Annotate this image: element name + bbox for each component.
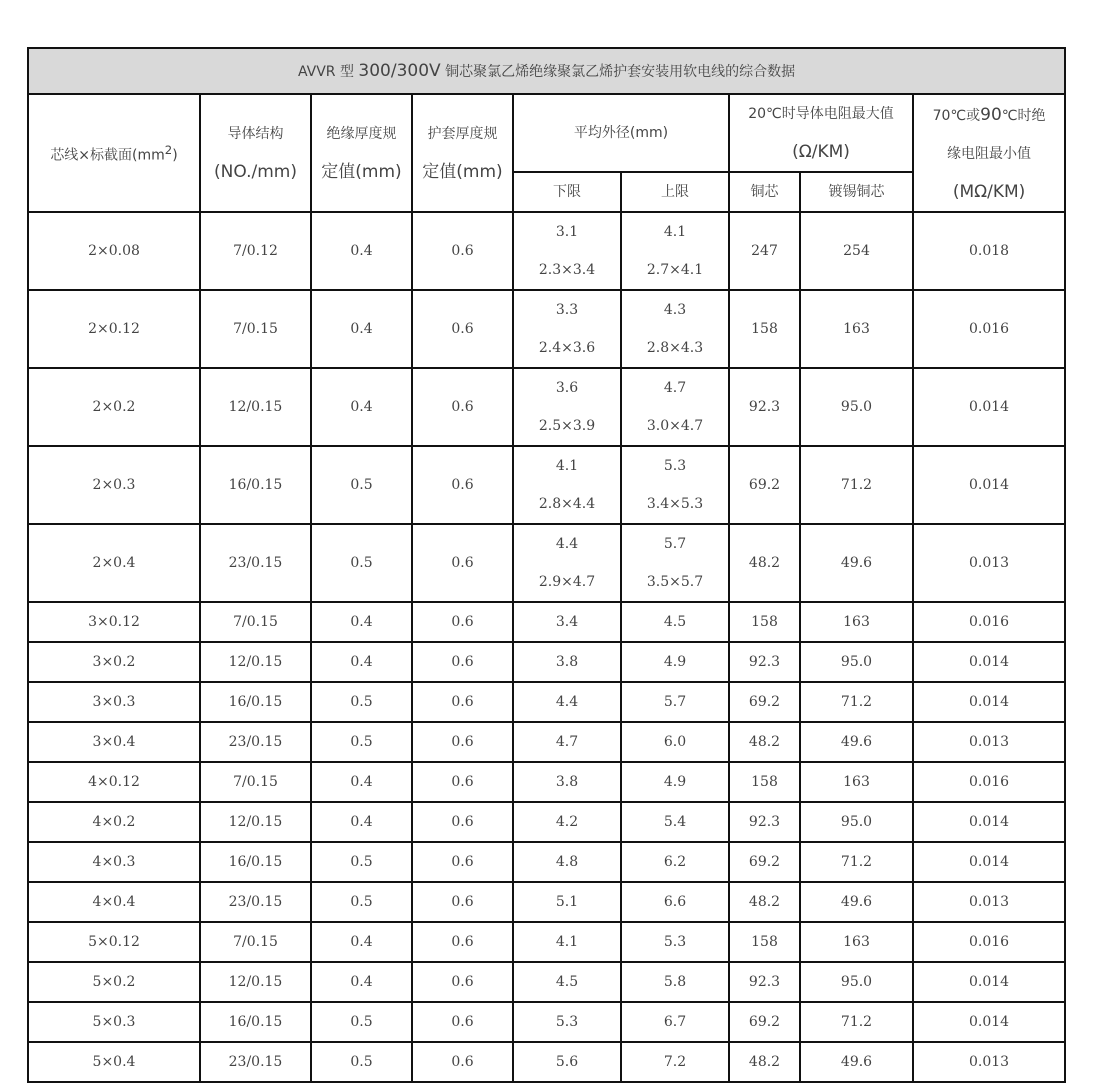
cell-upper: 5.3 — [621, 922, 729, 962]
header-cores-section-text: 芯线×标截面(mm — [50, 147, 165, 164]
cell-upper: 6.0 — [621, 722, 729, 762]
cell-upper — [621, 524, 729, 602]
cell-upper: 4.9 — [621, 762, 729, 802]
cell-conductor: 12/0.15 — [200, 962, 311, 1002]
cell-upper: 6.2 — [621, 842, 729, 882]
cell-sheath: 0.6 — [412, 922, 513, 962]
table-row — [28, 212, 1065, 290]
cell-upper-round: 4.1 — [663, 224, 687, 240]
cell-tinned: 254 — [800, 212, 913, 290]
cell-conductor: 23/0.15 — [200, 524, 311, 602]
cell-lower: 4.7 — [513, 722, 621, 762]
cell-spec: 4×0.12 — [28, 762, 200, 802]
cell-insulation-resistance: 0.013 — [913, 524, 1065, 602]
table-row — [28, 762, 1065, 802]
cell-upper — [621, 290, 729, 368]
cell-copper: 48.2 — [729, 722, 800, 762]
cell-upper-round: 5.7 — [663, 536, 687, 552]
header-lower: 下限 — [513, 172, 621, 212]
cell-upper: 6.6 — [621, 882, 729, 922]
cell-insulation: 0.5 — [311, 722, 412, 762]
cell-tinned: 95.0 — [800, 642, 913, 682]
cell-copper: 69.2 — [729, 842, 800, 882]
cell-spec: 5×0.12 — [28, 922, 200, 962]
table-row — [28, 842, 1065, 882]
cell-sheath: 0.6 — [412, 1042, 513, 1082]
cell-upper-round: 5.3 — [663, 458, 687, 474]
spec-table — [27, 47, 1066, 1083]
cell-copper: 69.2 — [729, 446, 800, 524]
cell-tinned: 163 — [800, 290, 913, 368]
cell-conductor: 7/0.15 — [200, 762, 311, 802]
cell-spec: 4×0.3 — [28, 842, 200, 882]
cell-lower: 4.4 — [513, 682, 621, 722]
table-row — [28, 1042, 1065, 1082]
table-row — [28, 602, 1065, 642]
cell-insulation: 0.5 — [311, 1042, 412, 1082]
cell-tinned: 49.6 — [800, 1042, 913, 1082]
cell-sheath: 0.6 — [412, 446, 513, 524]
cell-insulation-resistance: 0.016 — [913, 762, 1065, 802]
cell-lower-round: 4.1 — [555, 458, 579, 474]
cell-insulation: 0.5 — [311, 1002, 412, 1042]
cell-sheath: 0.6 — [412, 802, 513, 842]
cell-conductor: 23/0.15 — [200, 722, 311, 762]
cell-sheath: 0.6 — [412, 524, 513, 602]
cell-upper-flat: 3.5×5.7 — [646, 574, 704, 590]
cell-sheath: 0.6 — [412, 368, 513, 446]
cell-lower: 3.8 — [513, 762, 621, 802]
cell-lower-round: 3.1 — [555, 224, 579, 240]
cell-spec: 2×0.2 — [28, 368, 200, 446]
cell-insulation-resistance: 0.014 — [913, 446, 1065, 524]
header-resistance — [729, 94, 913, 172]
cell-upper-flat: 2.8×4.3 — [646, 340, 704, 356]
cell-upper: 5.8 — [621, 962, 729, 1002]
cell-upper-round: 4.3 — [663, 302, 687, 318]
cell-tinned: 95.0 — [800, 802, 913, 842]
table-row — [28, 922, 1065, 962]
header-cores-section — [28, 94, 200, 212]
cell-copper: 158 — [729, 602, 800, 642]
cell-copper: 48.2 — [729, 1042, 800, 1082]
cell-spec: 2×0.4 — [28, 524, 200, 602]
header-conductor-line1: 导体结构 — [227, 126, 284, 142]
table-row — [28, 290, 1065, 368]
cell-tinned: 49.6 — [800, 722, 913, 762]
cell-tinned: 71.2 — [800, 446, 913, 524]
header-insres-line1 — [914, 96, 1064, 135]
cell-upper — [621, 212, 729, 290]
title-suffix: 铜芯聚氯乙烯绝缘聚氯乙烯护套安装用软电线的综合数据 — [440, 63, 796, 80]
header-avg-od: 平均外径(mm) — [513, 94, 729, 172]
cell-tinned: 95.0 — [800, 368, 913, 446]
header-insulation-line1: 绝缘厚度规 — [326, 126, 397, 142]
header-resistance-line1: 20℃时导体电阻最大值 — [748, 106, 894, 122]
cell-insulation-resistance: 0.016 — [913, 602, 1065, 642]
cell-conductor: 7/0.15 — [200, 290, 311, 368]
cell-upper: 7.2 — [621, 1042, 729, 1082]
cell-insulation: 0.4 — [311, 922, 412, 962]
header-sheath — [412, 94, 513, 212]
table-title — [28, 48, 1065, 94]
cell-insulation-resistance: 0.018 — [913, 212, 1065, 290]
cell-spec: 4×0.4 — [28, 882, 200, 922]
header-insulation — [311, 94, 412, 212]
cell-sheath: 0.6 — [412, 212, 513, 290]
cell-insulation-resistance: 0.013 — [913, 1042, 1065, 1082]
header-insres-line1b: 90 — [980, 104, 1002, 125]
header-insres-line1c: ℃时绝 — [1001, 107, 1046, 124]
cell-insulation-resistance: 0.013 — [913, 722, 1065, 762]
cell-lower — [513, 446, 621, 524]
cell-upper-flat: 3.4×5.3 — [646, 496, 704, 512]
cell-sheath: 0.6 — [412, 722, 513, 762]
cell-sheath: 0.6 — [412, 682, 513, 722]
cell-spec: 5×0.2 — [28, 962, 200, 1002]
header-insres-line2: 缘电阻最小值 — [947, 145, 1032, 162]
cell-conductor: 12/0.15 — [200, 368, 311, 446]
cell-insulation-resistance: 0.016 — [913, 290, 1065, 368]
header-upper: 上限 — [621, 172, 729, 212]
header-sheath-line1: 护套厚度规 — [427, 126, 498, 142]
header-conductor-line2: (NO./mm) — [214, 162, 297, 182]
cell-copper: 92.3 — [729, 642, 800, 682]
table-row — [28, 1002, 1065, 1042]
cell-conductor: 16/0.15 — [200, 682, 311, 722]
cell-spec: 3×0.4 — [28, 722, 200, 762]
cell-upper-flat: 2.7×4.1 — [646, 262, 704, 278]
table-row — [28, 368, 1065, 446]
cell-tinned: 49.6 — [800, 524, 913, 602]
header-row-1 — [28, 94, 1065, 172]
cell-copper: 158 — [729, 922, 800, 962]
cell-upper: 6.7 — [621, 1002, 729, 1042]
cell-spec: 3×0.2 — [28, 642, 200, 682]
table-body — [28, 48, 1065, 1082]
cell-upper: 4.9 — [621, 642, 729, 682]
cell-sheath: 0.6 — [412, 842, 513, 882]
cell-insulation-resistance: 0.014 — [913, 842, 1065, 882]
cell-insulation-resistance: 0.014 — [913, 368, 1065, 446]
cell-tinned: 163 — [800, 762, 913, 802]
cell-insulation: 0.4 — [311, 212, 412, 290]
cell-sheath: 0.6 — [412, 762, 513, 802]
cell-lower-flat: 2.3×3.4 — [538, 262, 596, 278]
cell-insulation: 0.4 — [311, 642, 412, 682]
cell-spec: 5×0.3 — [28, 1002, 200, 1042]
cell-lower-flat: 2.5×3.9 — [538, 418, 596, 434]
table-row — [28, 642, 1065, 682]
cell-tinned: 71.2 — [800, 1002, 913, 1042]
cell-insulation: 0.5 — [311, 682, 412, 722]
title-prefix: AVVR 型 — [297, 63, 359, 80]
cell-spec: 3×0.3 — [28, 682, 200, 722]
cell-tinned: 95.0 — [800, 962, 913, 1002]
cell-insulation: 0.5 — [311, 524, 412, 602]
cell-sheath: 0.6 — [412, 1002, 513, 1042]
cell-sheath: 0.6 — [412, 962, 513, 1002]
cell-lower: 5.1 — [513, 882, 621, 922]
cell-sheath: 0.6 — [412, 602, 513, 642]
table-row — [28, 682, 1065, 722]
cell-lower — [513, 368, 621, 446]
cell-lower: 3.8 — [513, 642, 621, 682]
cell-insulation: 0.5 — [311, 446, 412, 524]
cell-upper — [621, 446, 729, 524]
header-cores-section-close: ) — [172, 147, 178, 164]
cell-conductor: 7/0.15 — [200, 922, 311, 962]
cell-sheath: 0.6 — [412, 290, 513, 368]
header-cores-section-sup: 2 — [164, 143, 173, 158]
cell-lower: 3.4 — [513, 602, 621, 642]
cell-copper: 92.3 — [729, 802, 800, 842]
header-copper: 铜芯 — [729, 172, 800, 212]
cell-insulation: 0.5 — [311, 882, 412, 922]
header-insulation-line2: 定值(mm) — [321, 162, 402, 182]
cell-insulation: 0.5 — [311, 842, 412, 882]
header-tinned: 镀锡铜芯 — [800, 172, 913, 212]
cell-copper: 158 — [729, 762, 800, 802]
cell-lower-flat: 2.4×3.6 — [538, 340, 596, 356]
cell-upper-flat: 3.0×4.7 — [646, 418, 704, 434]
header-insulation-resistance — [913, 94, 1065, 212]
cell-insulation: 0.4 — [311, 962, 412, 1002]
cell-conductor: 23/0.15 — [200, 882, 311, 922]
cell-upper: 5.7 — [621, 682, 729, 722]
header-insres-line1a: 70℃或 — [932, 107, 981, 124]
cell-insulation-resistance: 0.014 — [913, 642, 1065, 682]
cell-lower: 4.2 — [513, 802, 621, 842]
title-voltage: 300/300V — [358, 60, 441, 81]
cell-conductor: 7/0.12 — [200, 212, 311, 290]
cell-insulation: 0.4 — [311, 802, 412, 842]
table-row — [28, 446, 1065, 524]
cell-spec: 4×0.2 — [28, 802, 200, 842]
cell-insulation: 0.4 — [311, 290, 412, 368]
cell-tinned: 71.2 — [800, 842, 913, 882]
cell-insulation: 0.4 — [311, 368, 412, 446]
cell-insulation-resistance: 0.016 — [913, 922, 1065, 962]
cell-lower-round: 4.4 — [555, 536, 579, 552]
header-conductor — [200, 94, 311, 212]
cell-tinned: 49.6 — [800, 882, 913, 922]
cell-insulation: 0.4 — [311, 762, 412, 802]
cell-lower: 5.3 — [513, 1002, 621, 1042]
cell-upper: 4.5 — [621, 602, 729, 642]
cell-conductor: 7/0.15 — [200, 602, 311, 642]
header-insres-line3: (MΩ/KM) — [952, 181, 1026, 202]
cell-conductor: 23/0.15 — [200, 1042, 311, 1082]
cell-copper: 69.2 — [729, 1002, 800, 1042]
cell-lower: 4.8 — [513, 842, 621, 882]
table-row — [28, 722, 1065, 762]
cell-lower — [513, 524, 621, 602]
cell-conductor: 16/0.15 — [200, 446, 311, 524]
cell-upper — [621, 368, 729, 446]
cell-spec: 5×0.4 — [28, 1042, 200, 1082]
cell-tinned: 163 — [800, 602, 913, 642]
table-row — [28, 962, 1065, 1002]
cell-sheath: 0.6 — [412, 642, 513, 682]
cell-insulation-resistance: 0.014 — [913, 682, 1065, 722]
cell-lower — [513, 212, 621, 290]
cell-upper: 5.4 — [621, 802, 729, 842]
cell-lower: 5.6 — [513, 1042, 621, 1082]
cell-copper: 92.3 — [729, 368, 800, 446]
cell-copper: 69.2 — [729, 682, 800, 722]
cell-insulation-resistance: 0.013 — [913, 882, 1065, 922]
title-row — [28, 48, 1065, 94]
cell-insulation-resistance: 0.014 — [913, 1002, 1065, 1042]
cell-lower: 4.1 — [513, 922, 621, 962]
cell-tinned: 163 — [800, 922, 913, 962]
cell-lower-round: 3.3 — [555, 302, 579, 318]
cell-upper-round: 4.7 — [663, 380, 687, 396]
cell-conductor: 16/0.15 — [200, 842, 311, 882]
cell-sheath: 0.6 — [412, 882, 513, 922]
cell-conductor: 12/0.15 — [200, 642, 311, 682]
cell-insulation-resistance: 0.014 — [913, 962, 1065, 1002]
cell-copper: 92.3 — [729, 962, 800, 1002]
cell-copper: 158 — [729, 290, 800, 368]
cell-copper: 247 — [729, 212, 800, 290]
cell-copper: 48.2 — [729, 882, 800, 922]
cell-lower-round: 3.6 — [555, 380, 579, 396]
cell-insulation: 0.4 — [311, 602, 412, 642]
cell-lower — [513, 290, 621, 368]
cell-spec: 2×0.12 — [28, 290, 200, 368]
table-row — [28, 882, 1065, 922]
table-row — [28, 524, 1065, 602]
cell-insulation-resistance: 0.014 — [913, 802, 1065, 842]
cell-conductor: 16/0.15 — [200, 1002, 311, 1042]
cell-spec: 3×0.12 — [28, 602, 200, 642]
header-resistance-line2: (Ω/KM) — [792, 142, 850, 162]
table-row — [28, 802, 1065, 842]
cell-lower: 4.5 — [513, 962, 621, 1002]
cell-lower-flat: 2.9×4.7 — [538, 574, 596, 590]
header-sheath-line2: 定值(mm) — [422, 162, 503, 182]
cell-spec: 2×0.08 — [28, 212, 200, 290]
cell-copper: 48.2 — [729, 524, 800, 602]
cell-spec: 2×0.3 — [28, 446, 200, 524]
cell-conductor: 12/0.15 — [200, 802, 311, 842]
cell-lower-flat: 2.8×4.4 — [538, 496, 596, 512]
cell-tinned: 71.2 — [800, 682, 913, 722]
